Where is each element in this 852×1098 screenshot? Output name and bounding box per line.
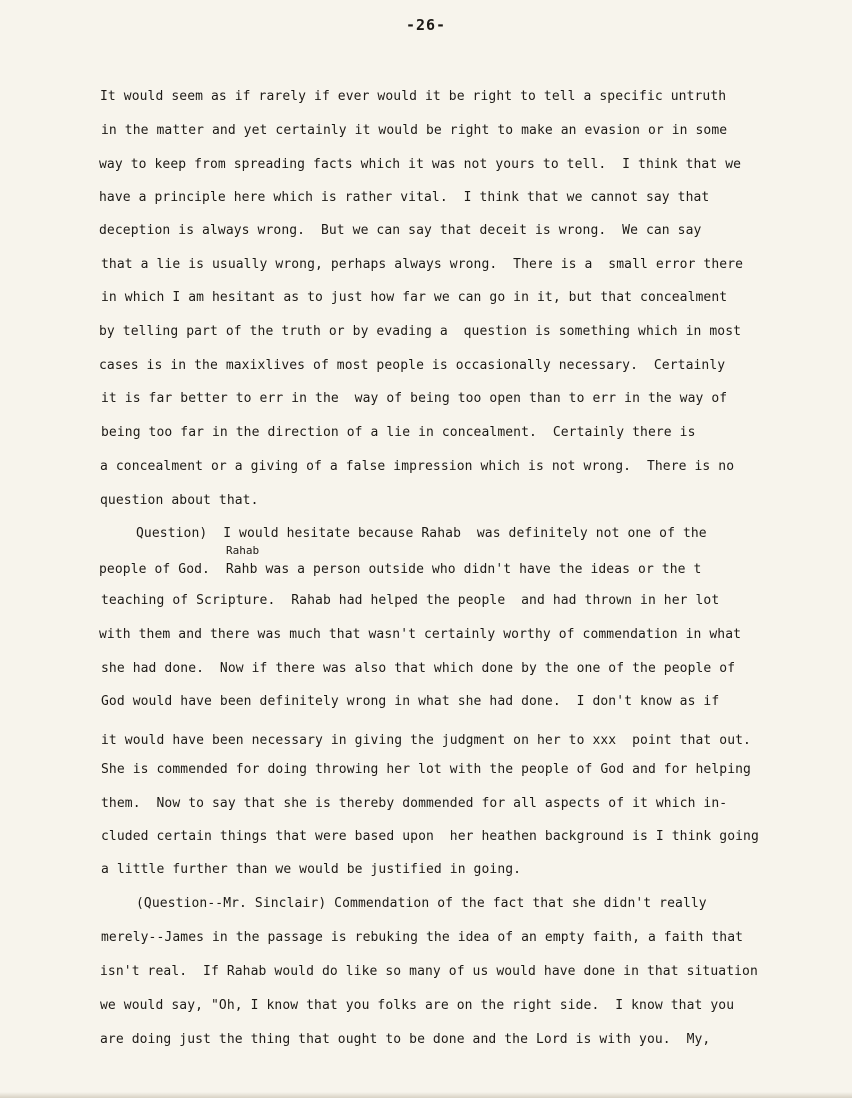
text-line-24: a little further than we would be justified in going.: [101, 862, 522, 877]
text-line-20: it would have been necessary in giving the judgment on her to xxx point that out.: [101, 733, 751, 748]
page-number: -26-: [405, 16, 447, 34]
text-line-22: them. Now to say that she is thereby dommended for all aspects of it which in-: [101, 796, 728, 811]
text-line-1: It would seem as if rarely if ever would it be right to tell a specific untruth: [100, 89, 727, 104]
text-line-21: She is commended for doing throwing her lot with the people of God and for helping: [101, 762, 751, 777]
text-line-26: merely--James in the passage is rebuking the idea of an empty faith, a faith that: [101, 930, 744, 945]
text-line-14: Question) I would hesitate because Rahab was definitely not one of the: [136, 526, 707, 541]
text-line-5: deception is always wrong. But we can say that deceit is wrong. We can say: [99, 223, 702, 238]
text-line-13: question about that.: [100, 493, 259, 508]
text-line-27: isn't real. If Rahab would do like so many of us would have done in that situation: [100, 964, 758, 979]
text-line-15: people of God. Rahb was a person outside who didn't have the ideas or the t: [99, 562, 702, 577]
text-line-4: have a principle here which is rather vital. I think that we cannot say that: [99, 190, 710, 205]
text-line-3: way to keep from spreading facts which it was not yours to tell. I think that we: [99, 157, 742, 172]
text-line-23: cluded certain things that were based upon her heathen background is I think going: [101, 829, 759, 844]
text-line-17: with them and there was much that wasn't certainly worthy of commendation in what: [99, 627, 742, 642]
text-line-8: by telling part of the truth or by evading a question is something which in most: [99, 324, 742, 339]
text-line-7: in which I am hesitant as to just how far we can go in it, but that concealment: [101, 290, 728, 305]
interlinear-insert: Rahab: [226, 544, 260, 557]
text-line-9: cases is in the maxixlives of most people is occasionally necessary. Certainly: [99, 358, 726, 373]
text-line-19: God would have been definitely wrong in what she had done. I don't know as if: [101, 694, 720, 709]
text-line-10: it is far better to err in the way of being too open than to err in the way of: [101, 391, 728, 406]
text-line-18: she had done. Now if there was also that which done by the one of the people of: [101, 661, 736, 676]
text-line-6: that a lie is usually wrong, perhaps always wrong. There is a small error there: [101, 257, 744, 272]
text-line-29: are doing just the thing that ought to be done and the Lord is with you. My,: [100, 1032, 711, 1047]
text-line-16: teaching of Scripture. Rahab had helped the people and had thrown in her lot: [101, 593, 720, 608]
text-line-12: a concealment or a giving of a false impression which is not wrong. There is no: [100, 459, 735, 474]
page-edge-shadow: [0, 1092, 852, 1098]
text-line-11: being too far in the direction of a lie in concealment. Certainly there is: [101, 425, 696, 440]
text-line-25: (Question--Mr. Sinclair) Commendation of the fact that she didn't really: [136, 896, 707, 911]
text-line-28: we would say, "Oh, I know that you folks are on the right side. I know that you: [100, 998, 735, 1013]
text-line-2: in the matter and yet certainly it would be right to make an evasion or in some: [101, 123, 728, 138]
